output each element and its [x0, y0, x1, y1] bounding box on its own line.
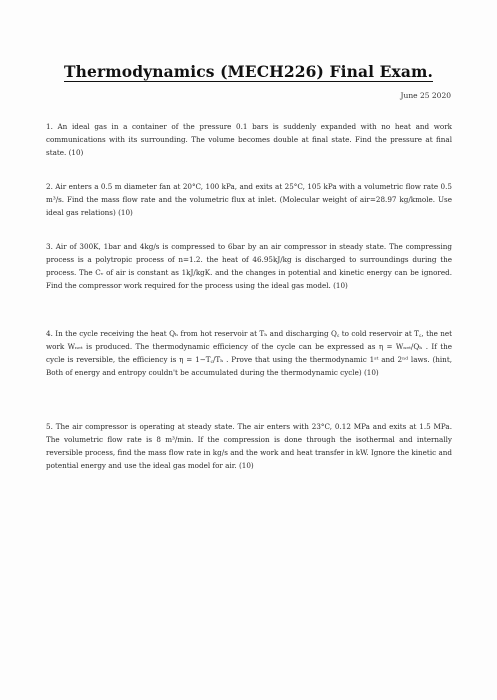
exam-date: June 25 2020	[400, 91, 451, 100]
question-2: 2. Air enters a 0.5 m diameter fan at 20°C, 100 kPa, and exits at 25°C, 105 kPa with a volumetric flow rate 0.5 m³/s. Find the mass flow rate and the volumetric flux at inlet. (Molecular weight of air=28.97 kg/kmole. Use ideal gas relations) (10)	[46, 182, 452, 217]
question-3: 3. Air of 300K, 1bar and 4kg/s is compressed to 6bar by an air compressor in steady state. The compressing process is a polytropic process of n=1.2. the heat of 46.95kJ/kg is discharged to surroundings during the process. The Cᵥ of air is constant as 1kJ/kgK. and the changes in potential and kinetic energy can be ignored. Find the compressor work required for the process using the ideal gas model. (10)	[46, 242, 452, 290]
question-4: 4. In the cycle receiving the heat Qₕ from hot reservoir at Tₕ and discharging Q꜀ to cold reservoir at T꜀, the net work Wₙₑₜ is produced. The thermodynamic efficiency of the cycle can be expressed as η = Wₙₑₜ/Qₕ . If the cycle is reversible, the efficiency is η = 1−T꜀/Tₕ . Prove that using the thermodynamic 1ˢᵗ and 2ⁿᵈ laws. (hint, Both of energy and entropy couldn't be accumulated during the thermodynamic cycle) (10)	[46, 329, 452, 377]
question-1: 1. An ideal gas in a container of the pressure 0.1 bars is suddenly expanded with no heat and work communications with its surrounding. The volume becomes double at final state. Find the pressure at final state. (10)	[46, 122, 452, 157]
exam-title-text: Thermodynamics (MECH226) Final Exam.	[64, 62, 433, 81]
question-5: 5. The air compressor is operating at steady state. The air enters with 23°C, 0.12 MPa and exits at 1.5 MPa. The volumetric flow rate is 8 m³/min. If the compression is done through the isothermal and internally reversible process, find the mass flow rate in kg/s and the work and heat transfer in kW. Ignore the kinetic and potential energy and use the ideal gas model for air. (10)	[46, 422, 452, 470]
exam-title	[0, 62, 497, 81]
